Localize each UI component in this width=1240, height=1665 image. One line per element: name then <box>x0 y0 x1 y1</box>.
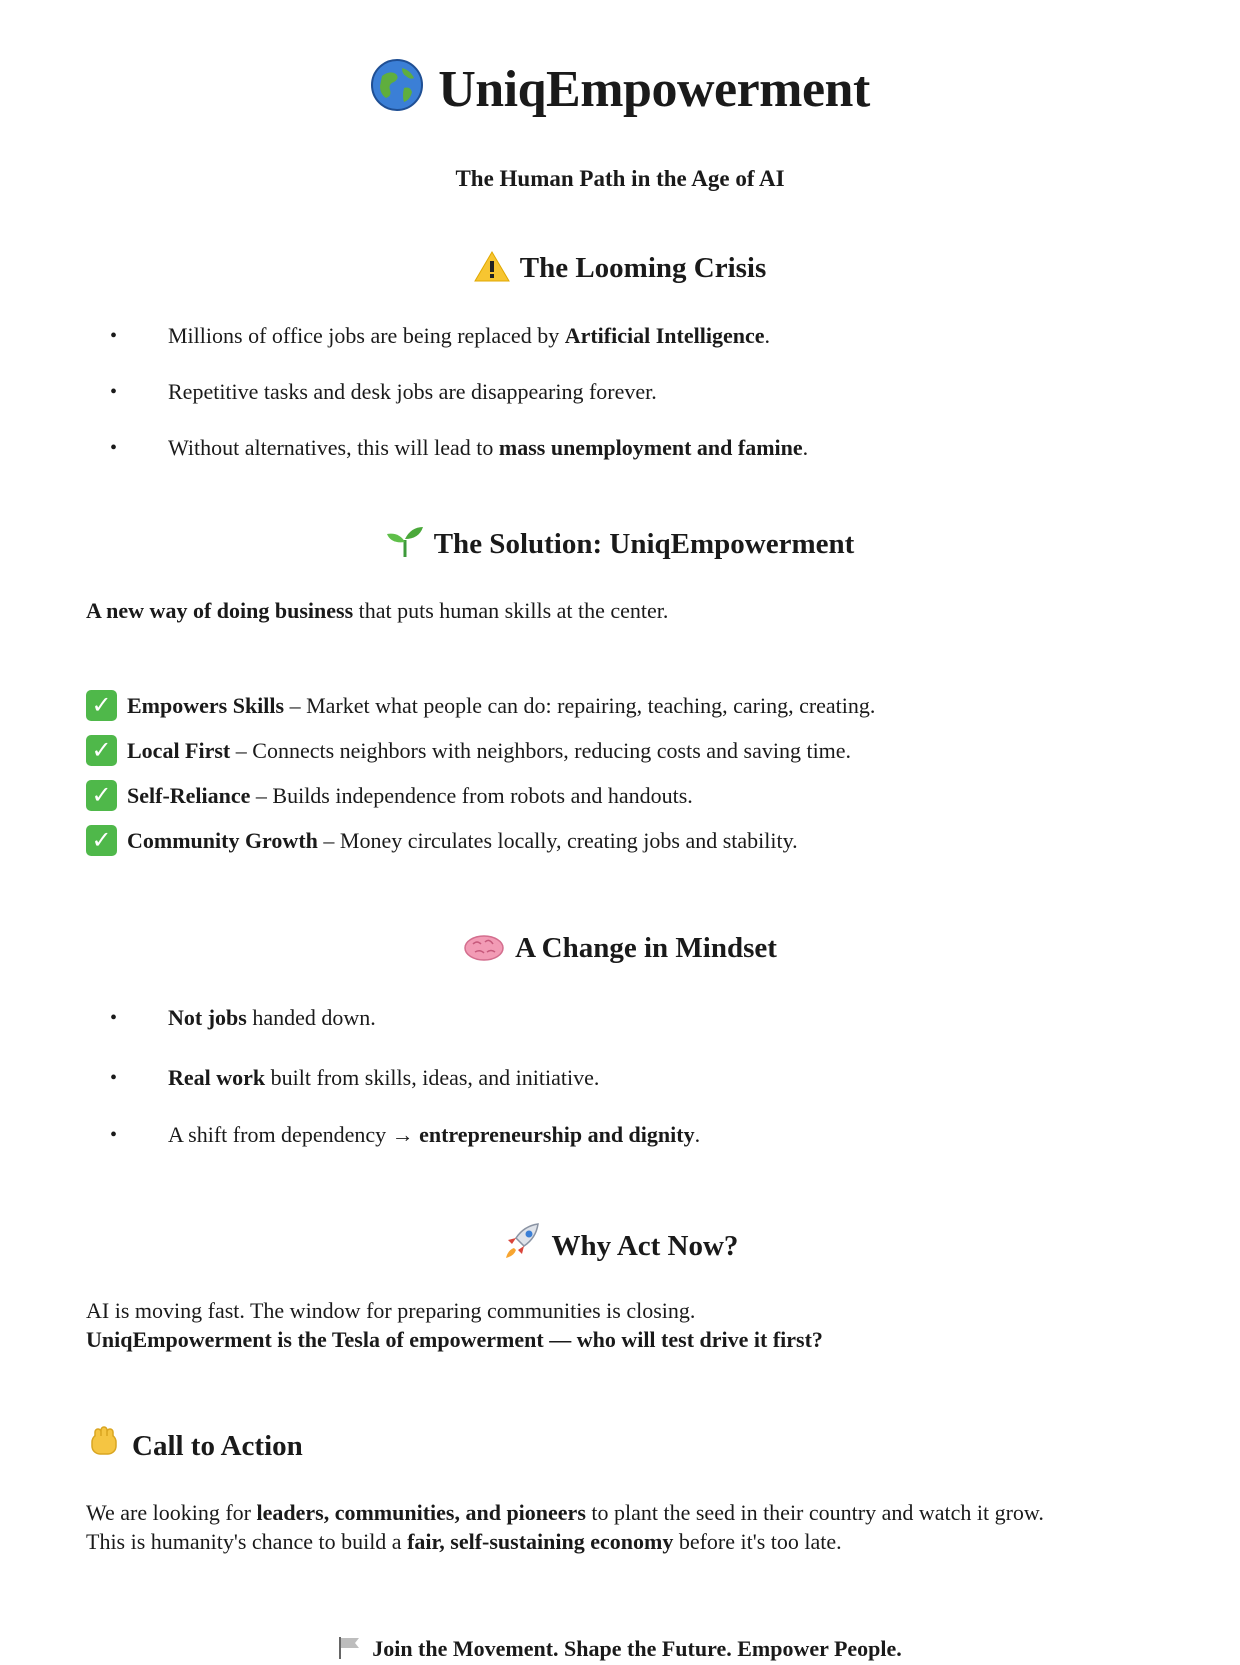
cta-body <box>86 1498 1166 1556</box>
list-item: • Not jobs handed down. <box>110 1004 700 1064</box>
seedling-icon <box>386 524 424 566</box>
check-icon: ✓ <box>86 735 117 766</box>
check-icon: ✓ <box>86 780 117 811</box>
why-body <box>86 1296 1166 1354</box>
why-line-2: UniqEmpowerment is the Tesla of empowerment — who will test drive it first? <box>86 1327 823 1352</box>
check-icon: ✓ <box>86 690 117 721</box>
cta-heading <box>86 1424 303 1468</box>
page-subtitle: The Human Path in the Age of AI <box>455 166 785 191</box>
check-icon: ✓ <box>86 825 117 856</box>
title-text: UniqEmpowerment <box>438 61 870 118</box>
solution-heading-text: The Solution: UniqEmpowerment <box>433 528 855 560</box>
list-item: ✓ Empowers Skills – Market what people can do: repairing, teaching, caring, creating. <box>86 692 875 737</box>
globe-icon <box>370 58 424 125</box>
solution-heading <box>0 524 1240 566</box>
page-title <box>0 58 1240 125</box>
footer-text: Join the Movement. Shape the Future. Empower People. <box>372 1636 902 1661</box>
list-item: • Without alternatives, this will lead to mass unemployment and famine. <box>110 434 808 462</box>
rocket-icon <box>502 1222 542 1268</box>
raised-fist-icon <box>86 1424 122 1468</box>
why-line-1: AI is moving fast. The window for preparing communities is closing. <box>86 1298 696 1323</box>
crisis-list <box>110 322 808 462</box>
cta-paragraph-2: This is humanity's chance to build a fair, self-sustaining economy before it's too late. <box>86 1529 842 1554</box>
list-item: ✓ Self-Reliance – Builds independence from robots and handouts. <box>86 782 875 827</box>
list-item: ✓ Community Growth – Money circulates locally, creating jobs and stability. <box>86 827 875 872</box>
mindset-heading <box>0 932 1240 970</box>
list-item: • Repetitive tasks and desk jobs are disappearing forever. <box>110 378 808 434</box>
mindset-list <box>110 1004 700 1149</box>
warning-icon <box>474 250 510 290</box>
why-heading <box>0 1222 1240 1268</box>
cta-paragraph-1: We are looking for leaders, communities, and pioneers to plant the seed in their country and watch it grow. <box>86 1500 1044 1525</box>
footer-slogan <box>0 1636 1240 1662</box>
cta-heading-text: Call to Action <box>132 1430 303 1462</box>
list-item: • Real work built from skills, ideas, and initiative. <box>110 1064 700 1121</box>
crisis-heading-text: The Looming Crisis <box>519 252 767 284</box>
brain-icon <box>463 932 505 970</box>
solution-checklist <box>86 692 875 872</box>
solution-intro: A new way of doing business that puts human skills at the center. <box>86 598 669 623</box>
list-item: • Millions of office jobs are being replaced by Artificial Intelligence. <box>110 322 808 378</box>
why-heading-text: Why Act Now? <box>551 1230 739 1262</box>
list-item: ✓ Local First – Connects neighbors with neighbors, reducing costs and saving time. <box>86 737 875 782</box>
list-item: • A shift from dependency → entrepreneurship and dignity. <box>110 1121 700 1149</box>
mindset-heading-text: A Change in Mindset <box>515 932 777 964</box>
crisis-heading <box>0 250 1240 290</box>
flag-icon <box>338 1637 362 1659</box>
